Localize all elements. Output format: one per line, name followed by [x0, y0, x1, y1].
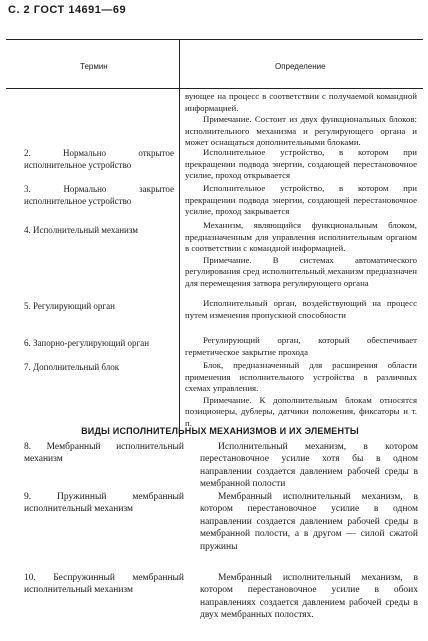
table-header-rule [6, 88, 423, 89]
term-row-4: 4. Исполнительный механизм [24, 225, 138, 235]
term-row-2: 2. Нормально открытое исполнительное устройство [24, 148, 174, 170]
column-header-term: Термин [80, 62, 108, 71]
term-row-6: 6. Запорно-регулирующий орган [24, 338, 150, 348]
definition-note: Примечание. В системах автоматического регулирования сред исполнительный механизм предназначен для перемещения затвора регулирующего органа [185, 254, 417, 288]
definition-row-4 [185, 220, 417, 290]
column-divider [179, 39, 180, 437]
term-row-3: 3. Нормально закрытое исполнительное устройство [24, 184, 174, 206]
definition-text: Исполнительное устройство, в котором при прекращении подвода энергии, создающей перестановочное усилие, проход открывается [185, 147, 417, 181]
definition-row-8 [200, 441, 418, 491]
definition-row-9 [200, 491, 418, 553]
definition-text: Блок, предназначенный для расширения области применения исполнительного устройства в различных схемах управления. [185, 360, 417, 394]
definition-continuation [185, 91, 417, 149]
definition-row-7 [185, 360, 417, 430]
term-row-8: 8. Мембранный исполнительный механизм [24, 442, 184, 465]
page-header: С. 2 ГОСТ 14691—69 [8, 4, 127, 16]
definition-text: Механизм, являющийся функциональным блоком, предназначенным для управления исполнительным органом в соответствии с командной информацией. [185, 220, 417, 254]
definition-text: Исполнительное устройство, в котором при прекращении подвода энергии, создающей перестановочное усилие, проход закрывается [185, 183, 417, 217]
definition-text: Исполнительный орган, воздействующий на процесс путем изменения пропускной способности [185, 298, 417, 320]
definition-note: Примечание. К дополнительным блокам относятся позиционеры, дублеры, датчики положения, фиксаторы и т. п. [185, 394, 417, 428]
definition-row-3 [185, 183, 417, 218]
term-row-7: 7. Дополнительный блок [24, 362, 120, 372]
table-top-rule [6, 39, 423, 40]
term-row-5: 5. Регулирующий орган [24, 301, 115, 311]
definition-text: Исполнительный механизм, в котором перестановочное усилие хотя бы в одном направлении создается давлением рабочей среды в мембранной полости [200, 442, 418, 490]
definition-row-5 [185, 298, 417, 321]
definition-text: Регулирующий орган, который обеспечивает герметическое закрытие прохода [185, 335, 417, 357]
column-header-definition: Определение [275, 62, 326, 71]
definition-row-2 [185, 147, 417, 182]
definition-text: Мембранный исполнительный механизм, в котором перестановочное усилие в обоих направлениях создается давлением рабочей среды в двух мембранных полостях. [200, 573, 418, 621]
section-heading: ВИДЫ ИСПОЛНИТЕЛЬНЫХ МЕХАНИЗМОВ И ИХ ЭЛЕМЕНТЫ [81, 426, 359, 436]
definition-text: вующее на процесс в соответствии с получаемой командной информацией. [185, 91, 417, 113]
definition-note: Примечание. Состоит из двух функциональных блоков: исполнительного механизма и регулирующего органа и может оснащаться дополнительными блоками. [185, 114, 417, 148]
definition-row-10 [200, 572, 418, 622]
term-row-9: 9. Пружинный мембранный исполнительный механизм [24, 492, 184, 515]
definition-row-6 [185, 335, 417, 358]
term-row-10: 10. Беспружинный мембранный исполнительный механизм [24, 573, 184, 596]
definition-text: Мембранный исполнительный механизм, в котором перестановочное усилие в одном направлении создается давлением рабочей среды в мембранной полости, а в другом — силой сжатой пружины [200, 492, 418, 552]
